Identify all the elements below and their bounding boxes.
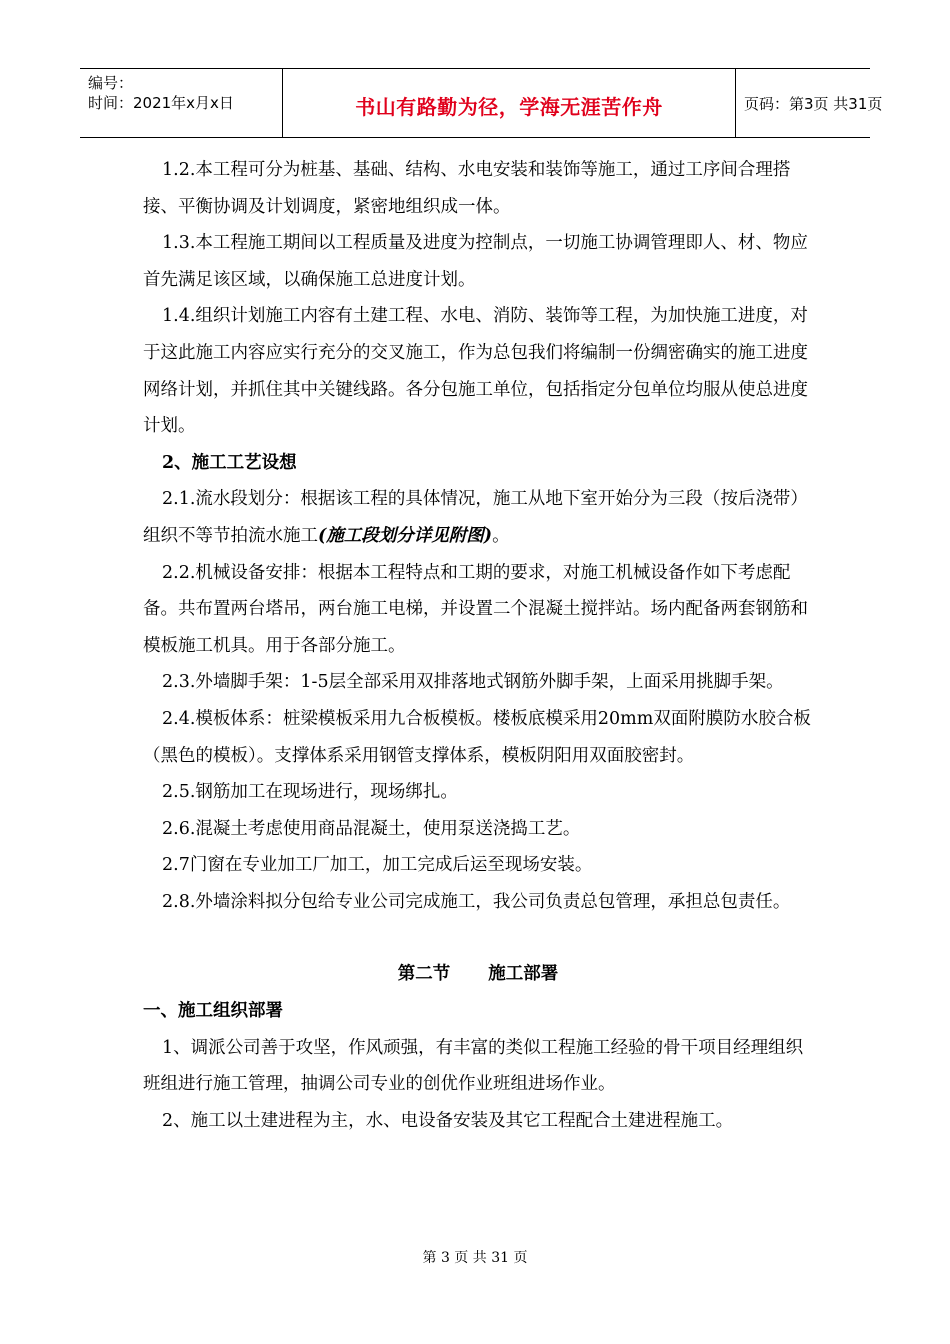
paragraph-2-3: 2.3.外墙脚手架：1-5层全部采用双排落地式钢筋外脚手架，上面采用挑脚手架。 [162,672,784,693]
paragraph-deployment-2: 2、施工以土建进程为主，水、电设备安装及其它工程配合土建进程施工。 [162,1110,734,1131]
header-motto: 书山有路勤为径，学海无涯苦作舟 [355,95,663,119]
paragraph-deployment-1: 1、调派公司善于攻坚，作风顽强，有丰富的类似工程施工经验的骨干项目经理组织班组进行施工管理，抽调公司专业的创优作业班组进场作业。 [143,1037,804,1095]
section-number: 第二节 [397,964,451,985]
paragraph-2-1 [143,481,813,554]
paragraph-2-1-text: 2.1.流水段划分：根据该工程的具体情况，施工从地下室开始分为三段（按后浇带）组织不等节拍流水施工 [143,489,808,546]
paragraph-2-2: 2.2.机械设备安排：根据本工程特点和工期的要求，对施工机械设备作如下考虑配备。共布置两台塔吊，两台施工电梯，并设置二个混凝土搅拌站。场内配备两套钢筋和模板施工机具。用于各部分施工。 [143,562,808,656]
header-page-cell [736,69,883,137]
paragraph-2-6: 2.6.混凝土考虑使用商品混凝土，使用泵送浇捣工艺。 [162,818,581,839]
document-number-label: 编号： [88,74,134,92]
header-info-cell [80,69,282,137]
document-header [80,68,883,138]
paragraph-2-5: 2.5.钢筋加工在现场进行，现场绑扎。 [162,782,458,803]
paragraph-2-1-end: 。 [492,525,510,546]
heading-organization-deployment: 一、施工组织部署 [143,1001,283,1022]
document-time-label: 时间：2021年x月x日 [88,94,234,112]
paragraph-2-1-emphasis: (施工段划分详见附图) [318,525,493,546]
paragraph-1-4: 1.4.组织计划施工内容有土建工程、水电、消防、装饰等工程，为加快施工进度，对于这此施工内容应实行充分的交叉施工，作为总包我们将编制一份绸密确实的施工进度网络计划，并抓住其中关键线路。各分包施工单位，包括指定分包单位均服从使总进度计划。 [143,306,808,437]
paragraph-2-8: 2.8.外墙涂料拟分包给专业公司完成施工，我公司负责总包管理，承担总包责任。 [162,891,791,912]
section-spacer [143,920,813,956]
paragraph-2-4: 2.4.模板体系：桩梁模板采用九合板模板。楼板底模采用20mm双面附膜防水胶合板（黑色的模板）。支撑体系采用钢管支撑体系，模板阴阳用双面胶密封。 [143,708,811,766]
paragraph-2-7: 2.7门窗在专业加工厂加工，加工完成后运至现场安装。 [162,855,593,876]
heading-construction-process: 2、施工工艺设想 [162,452,297,473]
section-title: 施工部署 [488,964,559,985]
header-page-label: 页码：第3页 共31页 [744,95,883,113]
page-footer: 第 3 页 共 31 页 [422,1250,528,1266]
paragraph-1-2: 1.2.本工程可分为桩基、基础、结构、水电安装和装饰等施工，通过工序间合理搭接、平衡协调及计划调度，紧密地组织成一体。 [143,160,791,217]
paragraph-1-3: 1.3.本工程施工期间以工程质量及进度为控制点，一切施工协调管理即人、材、物应首先满足该区域，以确保施工总进度计划。 [143,233,808,290]
header-motto-cell [282,69,736,137]
document-body [143,152,813,1139]
section-heading [143,956,813,993]
